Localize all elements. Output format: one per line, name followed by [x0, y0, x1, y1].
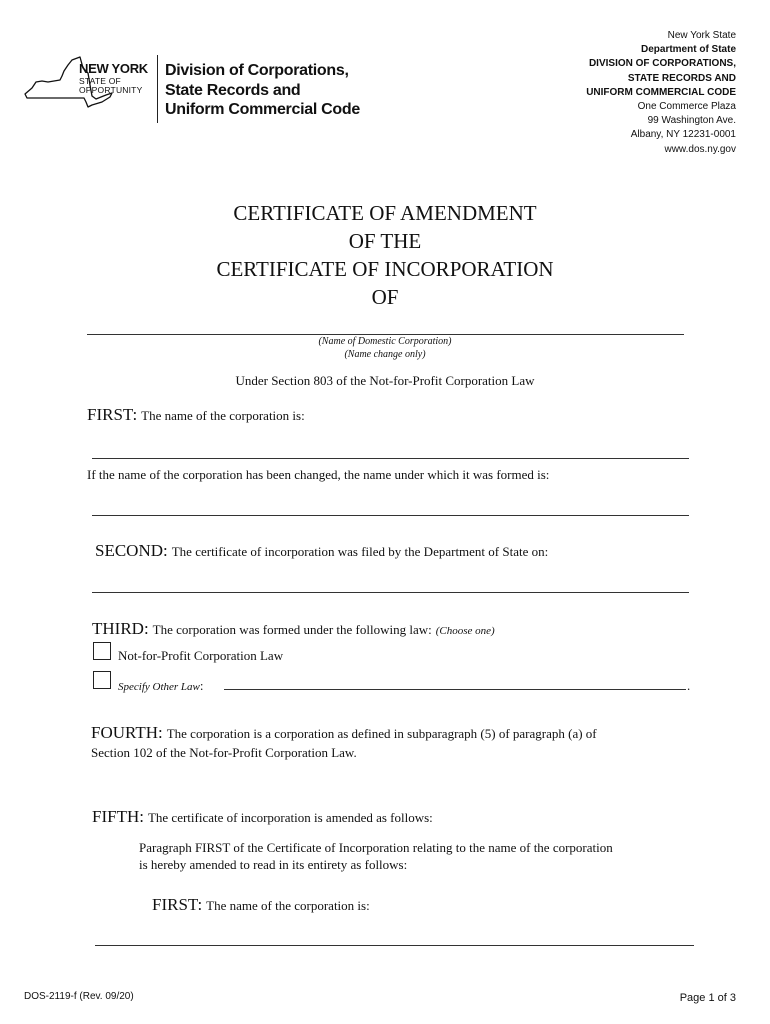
logo-divider [157, 55, 158, 123]
second-heading: SECOND: [95, 541, 168, 560]
formed-name-answer-field[interactable] [92, 515, 689, 516]
other-law-period: . [687, 678, 691, 693]
other-law-colon: : [199, 678, 204, 693]
agency-address-line: Albany, NY 12231-0001 [630, 129, 736, 141]
division-name [165, 61, 360, 120]
third-heading: THIRD: [92, 619, 149, 638]
agency-state: New York State [667, 30, 736, 41]
fourth-heading: FOURTH: [91, 723, 163, 742]
title-line: OF [371, 285, 399, 309]
fourth-text-line: Section 102 of the Not-for-Profit Corporation Law. [91, 745, 357, 760]
logo-tagline-line: STATE OF [79, 76, 121, 86]
first-heading: FIRST: [87, 405, 138, 424]
logo-tagline-line: OPPORTUNITY [79, 85, 143, 95]
third-text: The corporation was formed under the following law: [152, 622, 432, 637]
agency-division-line: STATE RECORDS AND [627, 72, 736, 84]
title-line: CERTIFICATE OF AMENDMENT [233, 201, 537, 225]
second-article [95, 541, 548, 561]
amended-first-heading: FIRST: [152, 895, 203, 914]
agency-address-line: One Commerce Plaza [637, 101, 736, 113]
choose-one-note: (Choose one) [435, 625, 495, 637]
amended-first-text: The name of the corporation is: [206, 898, 370, 913]
corporation-name-hint [0, 336, 770, 361]
agency-address-line: 99 Washington Ave. [647, 115, 736, 127]
corporation-name-field[interactable] [87, 334, 684, 335]
division-line: Uniform Commercial Code [165, 101, 360, 118]
not-for-profit-law-label: Not-for-Profit Corporation Law [118, 648, 284, 663]
fifth-heading: FIFTH: [92, 807, 144, 826]
title-line: OF THE [348, 229, 422, 253]
agency-division-line: DIVISION OF CORPORATIONS, [588, 58, 736, 70]
logo-state-name: NEW YORK [79, 61, 148, 76]
not-for-profit-law-checkbox[interactable] [93, 642, 111, 660]
fifth-article [92, 807, 433, 827]
statute-reference: Under Section 803 of the Not-for-Profit Corporation Law [235, 373, 535, 388]
corporation-name-answer-field[interactable] [92, 458, 689, 459]
fifth-text: The certificate of incorporation is amended as follows: [147, 810, 433, 825]
form-number: DOS-2119-f (Rev. 09/20) [24, 991, 134, 1002]
fourth-article [91, 723, 691, 762]
other-law-label [118, 677, 204, 695]
fourth-text-line: The corporation is a corporation as defined in subparagraph (5) of paragraph (a) of [166, 726, 597, 741]
second-text: The certificate of incorporation was filed by the Department of State on: [171, 544, 549, 559]
agency-address-block [586, 29, 736, 157]
page-number: Page 1 of 3 [679, 992, 736, 1004]
hint-line: (Name change only) [344, 348, 426, 360]
agency-department: Department of State [640, 44, 736, 56]
amendment-paragraph-line: is hereby amended to read in its entirety as follows: [139, 857, 408, 872]
first-article [87, 405, 305, 425]
division-line: Division of Corporations, [165, 62, 349, 79]
other-law-checkbox[interactable] [93, 671, 111, 689]
third-article [92, 619, 495, 639]
hint-line: (Name of Domestic Corporation) [318, 336, 452, 347]
agency-website: www.dos.ny.gov [664, 143, 736, 155]
other-law-text: Specify Other Law [118, 681, 200, 693]
title-line: CERTIFICATE OF INCORPORATION [216, 257, 554, 281]
filing-date-field[interactable] [92, 592, 689, 593]
document-title [0, 199, 770, 311]
formed-name-question: If the name of the corporation has been changed, the name under which it was formed is: [87, 467, 550, 482]
other-law-field[interactable] [224, 689, 686, 690]
amended-name-field[interactable] [95, 945, 694, 946]
division-line: State Records and [165, 81, 301, 99]
first-text: The name of the corporation is: [141, 408, 305, 423]
agency-division-line: UNIFORM COMMERCIAL CODE [586, 86, 736, 98]
amendment-paragraph [139, 839, 714, 873]
amendment-paragraph-line: Paragraph FIRST of the Certificate of Incorporation relating to the name of the corporation [139, 840, 613, 855]
amended-first [152, 895, 370, 915]
logo-tagline [79, 77, 142, 95]
